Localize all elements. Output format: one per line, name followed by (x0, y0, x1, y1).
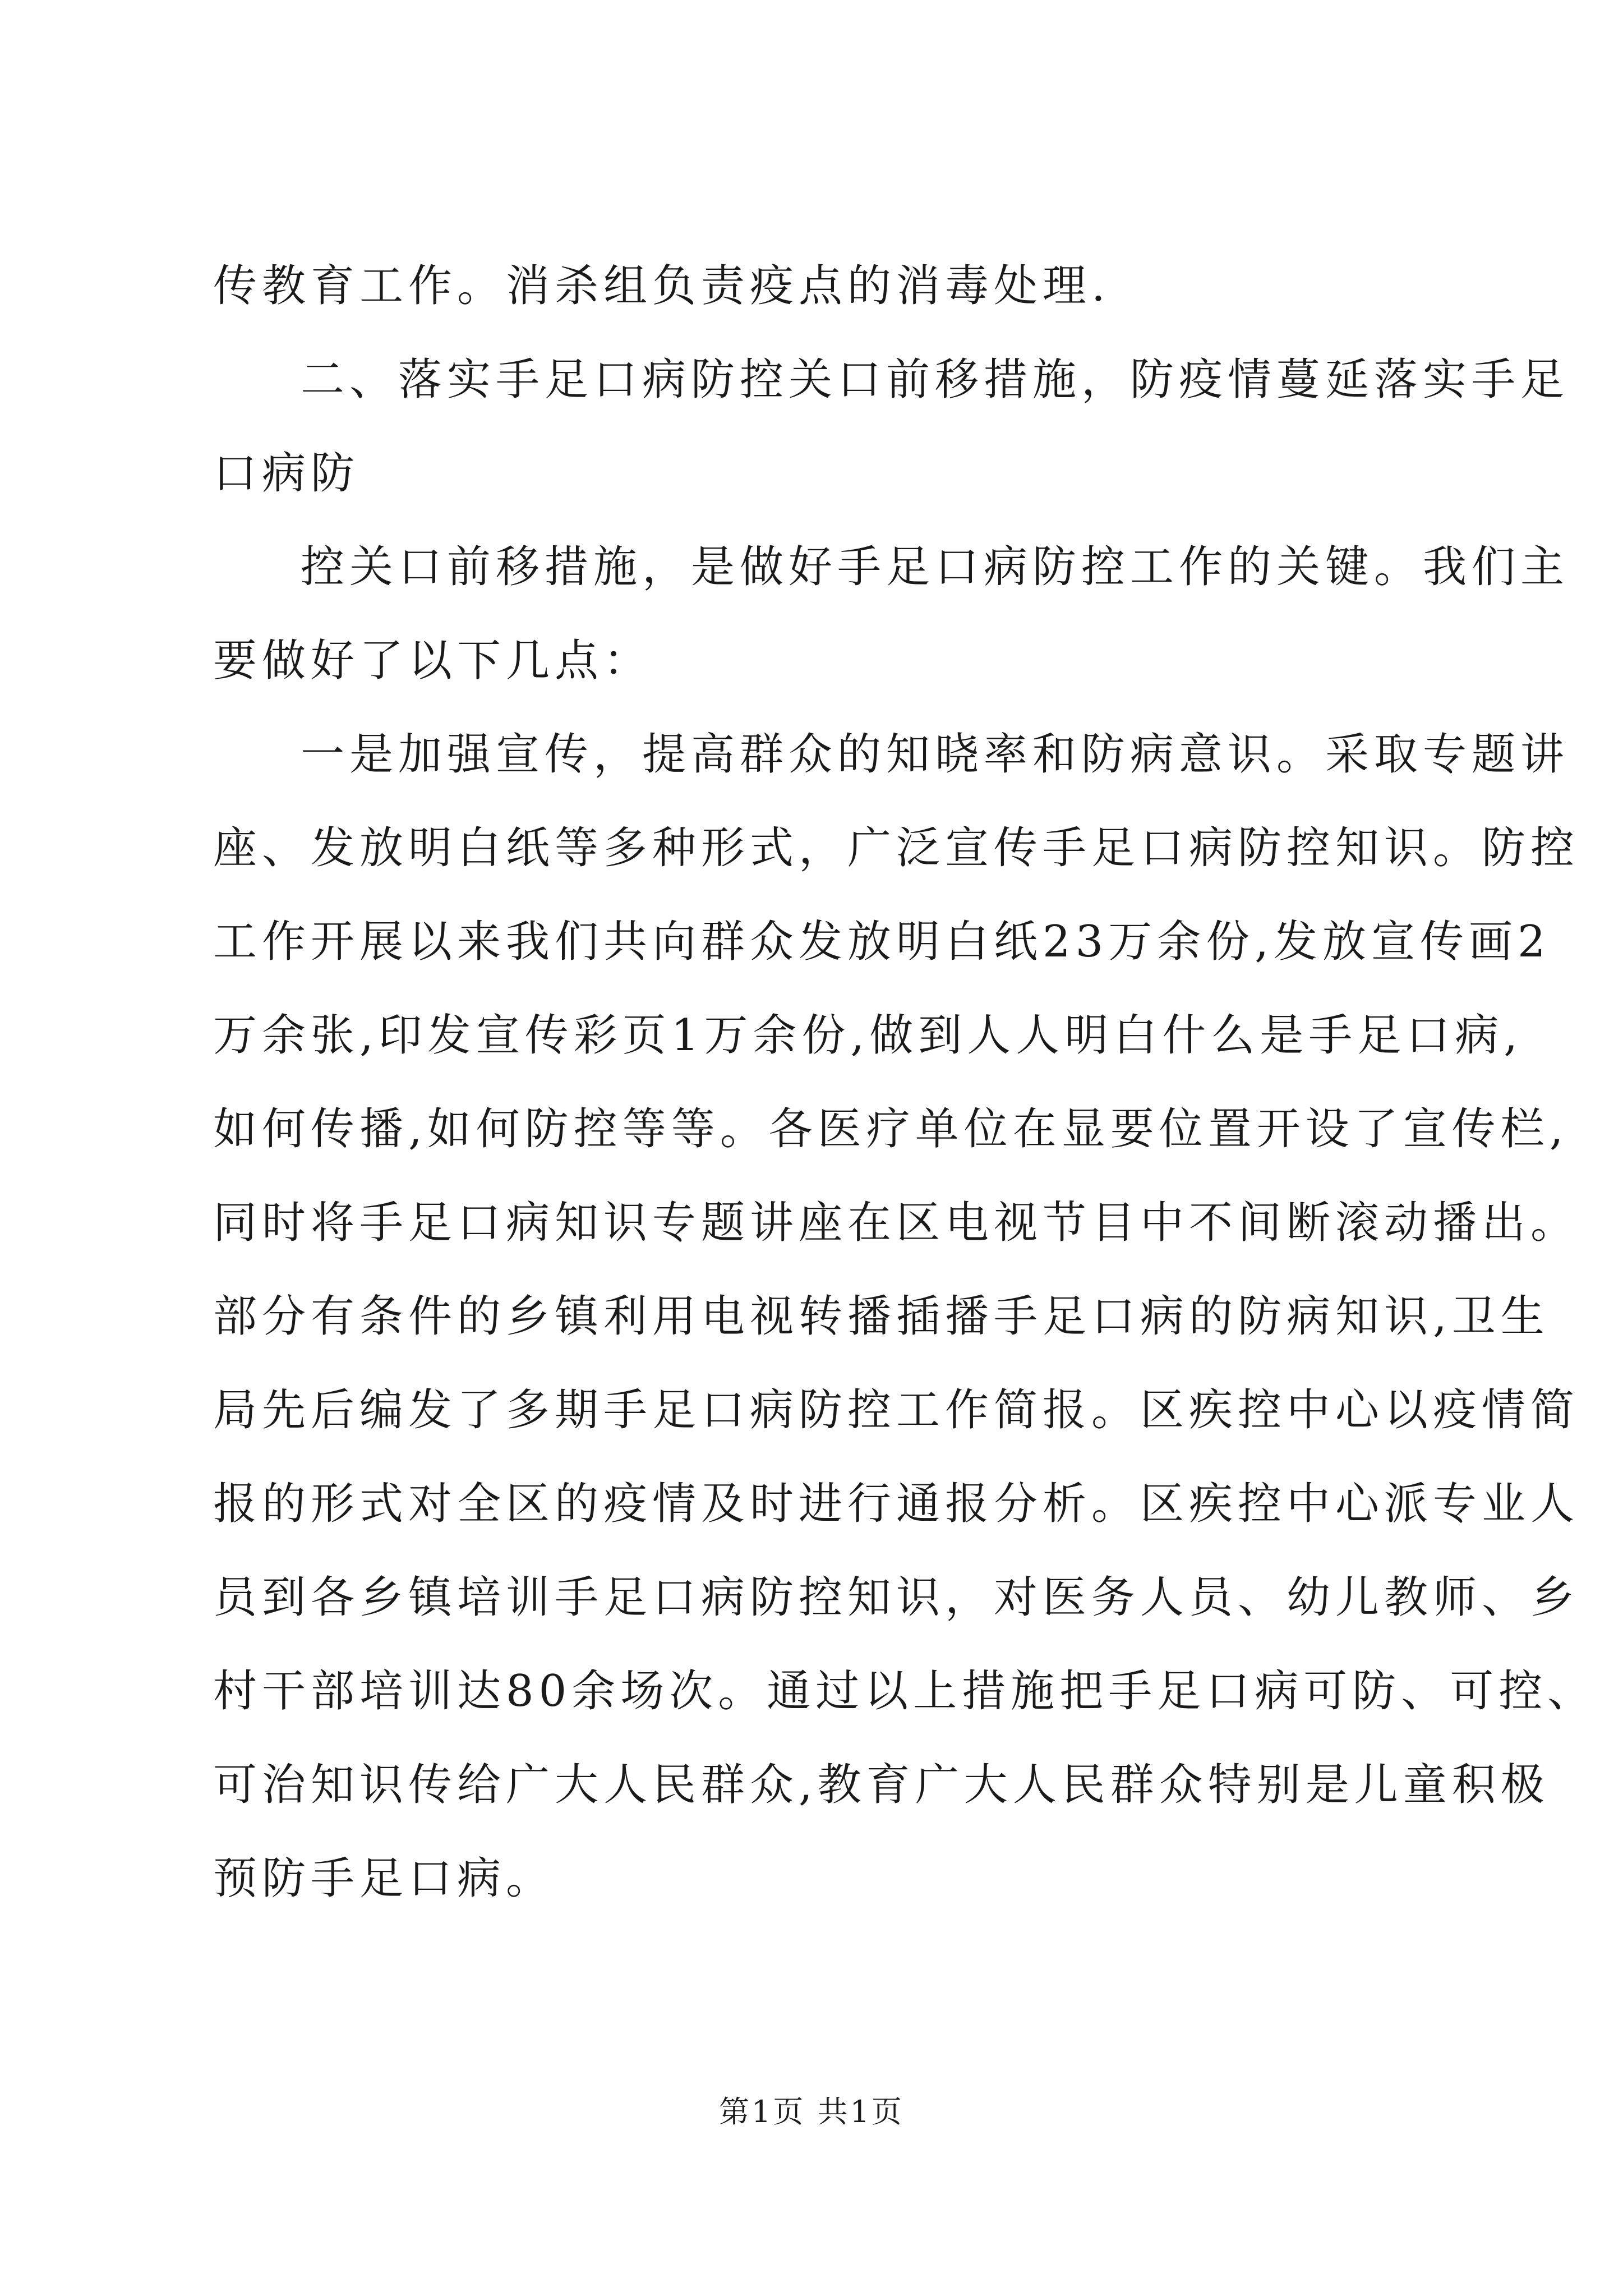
text-line-3: 口病防 (213, 448, 360, 499)
text-line-16: 村干部培训达80余场次。通过以上措施把手足口病可防、可控、 (213, 1666, 1597, 1717)
text-line-17: 可治知识传给广大人民群众,教育广大人民群众特别是儿童积极 (213, 1760, 1550, 1810)
text-line-12: 部分有条件的乡镇利用电视转播插播手足口病的防病知识,卫生 (213, 1291, 1550, 1342)
text-line-13: 局先后编发了多期手足口病防控工作简报。区疾控中心以疫情简 (213, 1385, 1580, 1435)
text-line-1: 传教育工作。消杀组负责疫点的消毒处理. (213, 261, 1110, 311)
text-line-8: 工作开展以来我们共向群众发放明白纸23万余份,发放宣传画2 (213, 917, 1551, 967)
text-line-18: 预防手足口病。 (213, 1853, 555, 1904)
text-line-7: 座、发放明白纸等多种形式，广泛宣传手足口病防控知识。防控 (213, 823, 1580, 873)
text-line-15: 员到各乡镇培训手足口病防控知识，对医务人员、幼儿教师、乡 (213, 1572, 1580, 1623)
page-footer: 第1页 共1页 (719, 2094, 904, 2129)
text-line-10: 如何传播,如何防控等等。各医疗单位在显要位置开设了宣传栏, (213, 1104, 1569, 1154)
text-line-6: 一是加强宣传，提高群众的知晓率和防病意识。采取专题讲 (301, 729, 1570, 780)
text-line-9: 万余张,印发宣传彩页1万余份,做到人人明白什么是手足口病, (213, 1010, 1523, 1061)
text-line-2: 二、落实手足口病防控关口前移措施，防疫情蔓延落实手足 (301, 355, 1570, 405)
text-line-4: 控关口前移措施，是做好手足口病防控工作的关键。我们主 (301, 542, 1570, 592)
text-line-14: 报的形式对全区的疫情及时进行通报分析。区疾控中心派专业人 (213, 1479, 1580, 1529)
text-line-11: 同时将手足口病知识专题讲座在区电视节目中不间断滚动播出。 (213, 1198, 1580, 1248)
text-line-5: 要做好了以下几点： (213, 636, 653, 686)
